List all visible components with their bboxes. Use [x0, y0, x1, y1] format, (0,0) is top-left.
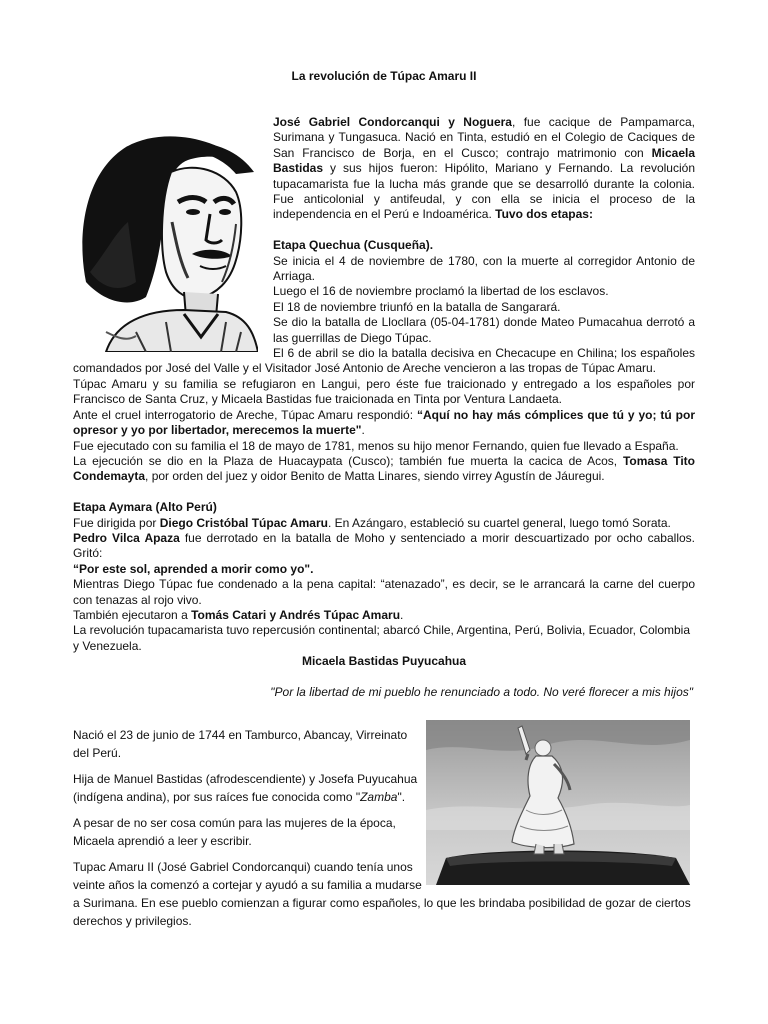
- quechua-line: Luego el 16 de noviembre proclamó la libertad de los esclavos.: [273, 284, 609, 299]
- quechua-heading: Etapa Quechua (Cusqueña).: [273, 238, 434, 253]
- aymara-repercussion: La revolución tupacamarista tuvo repercusión continental; abarcó Chile, Argentina, Perú, Bolivia, Ecuador, Colombia y Venezuela.: [73, 623, 691, 653]
- aymara-pedro: Pedro Vilca Apaza fue derrotado en la batalla de Moho y sentenciado a morir descuartizado por ocho caballos. Gritó: “Por este sol, aprended a morir como yo".: [73, 530, 695, 576]
- aymara-diego: Mientras Diego Túpac fue condenado a la pena capital: “atenazado”, es decir, se le arrancará la carne del cuerpo con tenazas al rojo vivo.: [73, 577, 695, 607]
- micaela-article: [73, 726, 695, 938]
- areche-quote: “Aquí no hay más cómplices que tú y yo; tú por opresor y yo por libertador, merecemos la muerte": [73, 407, 695, 438]
- micaela-education: A pesar de no ser cosa común para las mujeres de la época, Micaela aprendió a leer y escribir.: [73, 816, 396, 848]
- micaela-quote: "Por la libertad de mi pueblo he renunciado a todo. No veré florecer a mis hijos": [270, 685, 693, 699]
- aymara-led: Fue dirigida por Diego Cristóbal Túpac Amaru. En Azángaro, estableció su cuartel general, luego tomó Sorata.: [73, 515, 671, 530]
- executed-paragraph: Fue ejecutado con su familia el 18 de mayo de 1781, menos su hijo menor Fernando, quien fue llevado a España.: [73, 438, 679, 453]
- intro-name: José Gabriel Condorcanqui y Noguera: [273, 115, 512, 129]
- intro-wife-name: Micaela Bastidas: [273, 145, 695, 176]
- intro-stages: Tuvo dos etapas:: [495, 207, 593, 222]
- quechua-line: Túpac Amaru y su familia se refugiaron en Langui, pero éste fue traicionado y entregado a los españoles por Francisco de Santa Cruz, y Micaela Bastidas fue traicionada en Tinta por Ventura Landaeta.: [73, 376, 695, 407]
- execution-paragraph: La ejecución se dio en la Plaza de Huacaypata (Cusco); también fue muerta la cacica de Acos, Tomasa Tito Condemayta, por orden del juez y oidor Benito de Matta Linares, siendo virrey Agustín de Jáuregui.: [73, 453, 695, 484]
- areche-paragraph: Ante el cruel interrogatorio de Areche, Túpac Amaru respondió: “Aquí no hay más cómplices que tú y yo; tú por opresor y yo por libertador, merecemos la muerte".: [73, 407, 695, 438]
- micaela-courtship: Tupac Amaru II (José Gabriel Condorcanqui) cuando tenía unos veinte años la comenzó a cortejar y ayudó a su familia a mudarse a Surimana. En ese pueblo comienzan a figurar como españoles, lo que les brindaba posibilidad de gozar de ciertos derechos y privilegios.: [73, 860, 691, 928]
- quechua-line: Se dio la batalla de Llocllara (05-04-1781) donde Mateo Pumacahua derrotó a las guerrillas de Diego Túpac.: [273, 315, 695, 345]
- micaela-parents: Hija de Manuel Bastidas (afrodescendiente) y Josefa Puyucahua (indígena andina), por sus raíces fue conocida como "Zamba".: [73, 772, 418, 804]
- execution-name: Tomasa Tito Condemayta: [73, 453, 695, 484]
- aymara-also: También ejecutaron a Tomás Catari y Andrés Túpac Amaru.: [73, 607, 404, 622]
- micaela-title: Micaela Bastidas Puyucahua: [301, 654, 467, 668]
- micaela-birth: Nació el 23 de junio de 1744 en Tamburco, Abancay, Virreinato del Perú.: [73, 728, 408, 760]
- aymara-heading: Etapa Aymara (Alto Perú): [73, 500, 217, 515]
- tupac-amaru-article: [73, 115, 695, 654]
- intro-paragraph: José Gabriel Condorcanqui y Noguera, fue cacique de Pampamarca, Surimana y Tungasuca. Nació en Tinta, estudió en el Colegio de Caciques de San Francisco de Borja, en el Cusco; contrajo matrimonio con Micaela Bastidas y sus hijos fueron: Hipólito, Mariano y Fernando. La revolución tupacamarista fue la lucha más grande que se desarrolló durante la colonia. Fue anticolonial y antifeudal, y con ella se inicia el proceso de la independencia en el Perú e Indoamérica. Tuvo dos etapas:: [273, 115, 695, 222]
- quechua-line: Se inicia el 4 de noviembre de 1780, con la muerte al corregidor Antonio de Arriaga.: [273, 253, 695, 284]
- quechua-line: El 6 de abril se dio la batalla decisiva en Checacupe en Chilina; los españoles comandados por José del Valle y el Visitador José Antonio de Areche vencieron a las tropas de Túpac Amaru.: [73, 346, 695, 376]
- quechua-line: El 18 de noviembre triunfó en la batalla de Sangarará.: [273, 299, 561, 314]
- page-title: La revolución de Túpac Amaru II: [291, 69, 477, 83]
